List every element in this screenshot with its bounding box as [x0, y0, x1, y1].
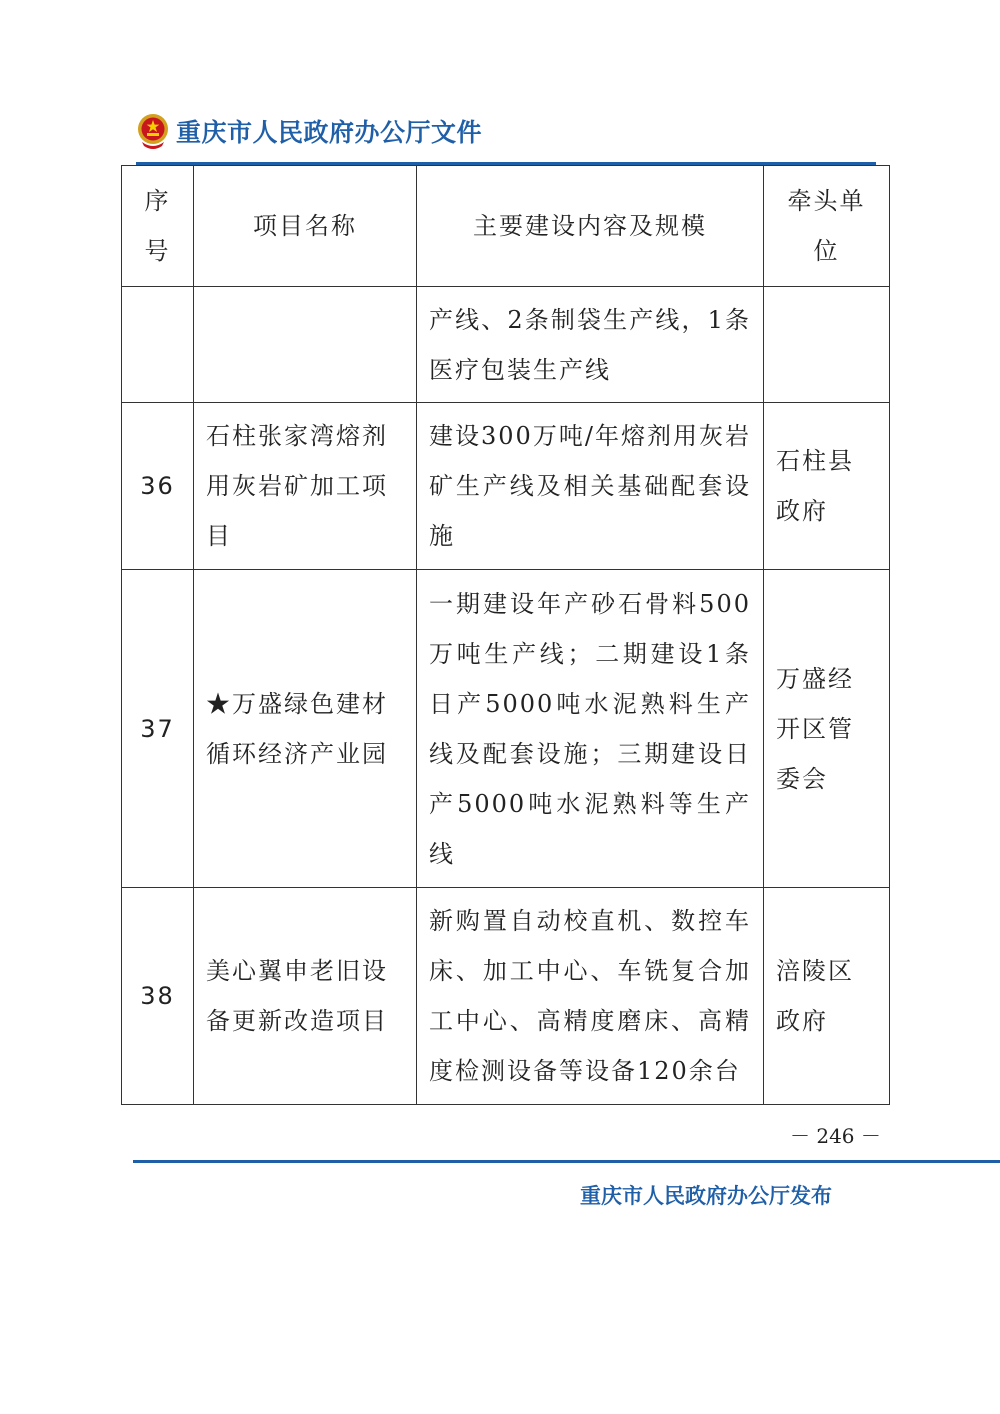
row-no: 38 [122, 888, 194, 1105]
row-no: 37 [122, 570, 194, 888]
row-lead: 石柱县政府 [764, 403, 890, 570]
row-name: ★万盛绿色建材循环经济产业园 [194, 570, 417, 888]
row-name: 石柱张家湾熔剂用灰岩矿加工项目 [194, 403, 417, 570]
row-no [122, 287, 194, 403]
column-header-lead: 牵头单位 [764, 166, 890, 287]
header-title: 重庆市人民政府办公厅文件 [176, 118, 483, 147]
row-content: 一期建设年产砂石骨料500万吨生产线；二期建设1条日产5000吨水泥熟料生产线及配套设施；三期建设日产5000吨水泥熟料等生产线 [417, 570, 764, 888]
table-row [122, 888, 890, 1105]
document-header [136, 112, 482, 150]
row-lead: 涪陵区政府 [764, 888, 890, 1105]
row-name: 美心翼申老旧设备更新改造项目 [194, 888, 417, 1105]
national-emblem-icon [136, 112, 170, 150]
row-content: 产线、2条制袋生产线，1条医疗包装生产线 [417, 287, 764, 403]
table-header-row [122, 166, 890, 287]
table-row [122, 287, 890, 403]
row-lead: 万盛经开区管委会 [764, 570, 890, 888]
project-table [121, 165, 890, 1105]
table-row [122, 403, 890, 570]
footer-publisher: 重庆市人民政府办公厅发布 [580, 1184, 832, 1208]
page-number: － 246 － [790, 1124, 881, 1148]
row-lead [764, 287, 890, 403]
row-content: 建设300万吨/年熔剂用灰岩矿生产线及相关基础配套设施 [417, 403, 764, 570]
row-content: 新购置自动校直机、数控车床、加工中心、车铣复合加工中心、高精度磨床、高精度检测设备等设备120余台 [417, 888, 764, 1105]
footer-divider [133, 1160, 1000, 1163]
column-header-content: 主要建设内容及规模 [417, 166, 764, 287]
table-row [122, 570, 890, 888]
row-name [194, 287, 417, 403]
row-no: 36 [122, 403, 194, 570]
column-header-name: 项目名称 [194, 166, 417, 287]
column-header-no: 序号 [122, 166, 194, 287]
